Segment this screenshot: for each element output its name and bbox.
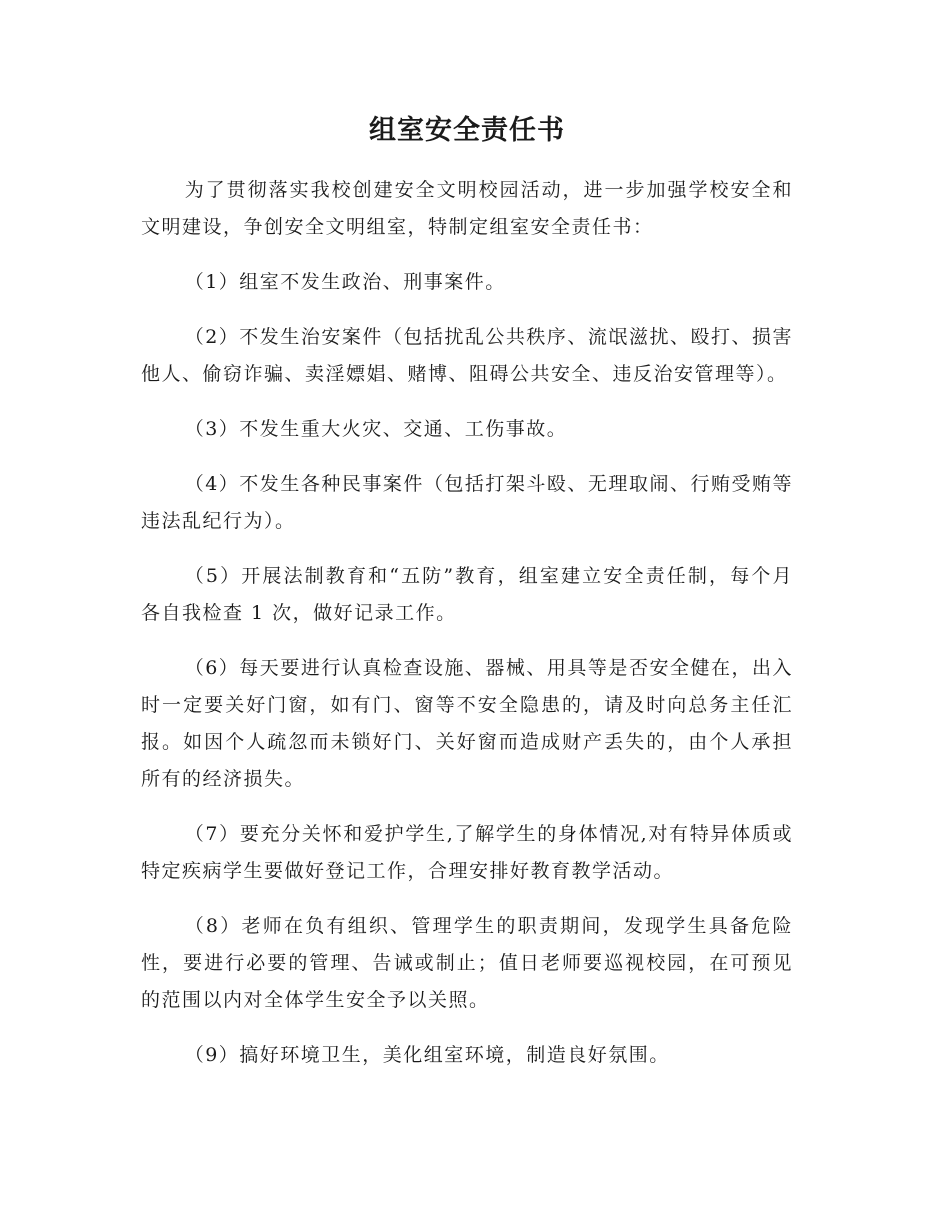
clause-4: （4）不发生各种民事案件（包括打架斗殴、无理取闹、行贿受贿等违法乱纪行为）。 — [141, 473, 793, 532]
clause-2: （2）不发生治安案件（包括扰乱公共秩序、流氓滋扰、殴打、损害他人、偷窃诈骗、卖淫嫖娼、赌博、阻碍公共安全、违反治安管理等）。 — [141, 326, 793, 385]
clause-6: （6）每天要进行认真检查设施、器械、用具等是否安全健在，出入时一定要关好门窗，如有门、窗等不安全隐患的，请及时向总务主任汇报。如因个人疏忽而未锁好门、关好窗而造成财产丢失的，由个人承担所有的经济损失。 — [141, 657, 793, 790]
document-page — [141, 108, 793, 1092]
intro-paragraph: 为了贯彻落实我校创建安全文明校园活动，进一步加强学校安全和文明建设，争创安全文明组室，特制定组室安全责任书： — [141, 179, 793, 238]
clause-7: （7）要充分关怀和爱护学生,了解学生的身体情况,对有特异体质或特定疾病学生要做好登记工作，合理安排好教育教学活动。 — [141, 823, 793, 882]
clause-9: （9）搞好环境卫生，美化组室环境，制造良好氛围。 — [184, 1044, 670, 1066]
clause-5: （5）开展法制教育和“五防”教育，组室建立安全责任制，每个月各自我检查 1 次，做好记录工作。 — [141, 565, 793, 624]
clause-3: （3）不发生重大火灾、交通、工伤事故。 — [184, 418, 568, 440]
document-title: 组室安全责任书 — [369, 115, 565, 146]
clause-8: （8）老师在负有组织、管理学生的职责期间，发现学生具备危险性，要进行必要的管理、告诫或制止；值日老师要巡视校园，在可预见的范围以内对全体学生安全予以关照。 — [141, 915, 793, 1011]
clause-1: （1）组室不发生政治、刑事案件。 — [184, 271, 506, 293]
